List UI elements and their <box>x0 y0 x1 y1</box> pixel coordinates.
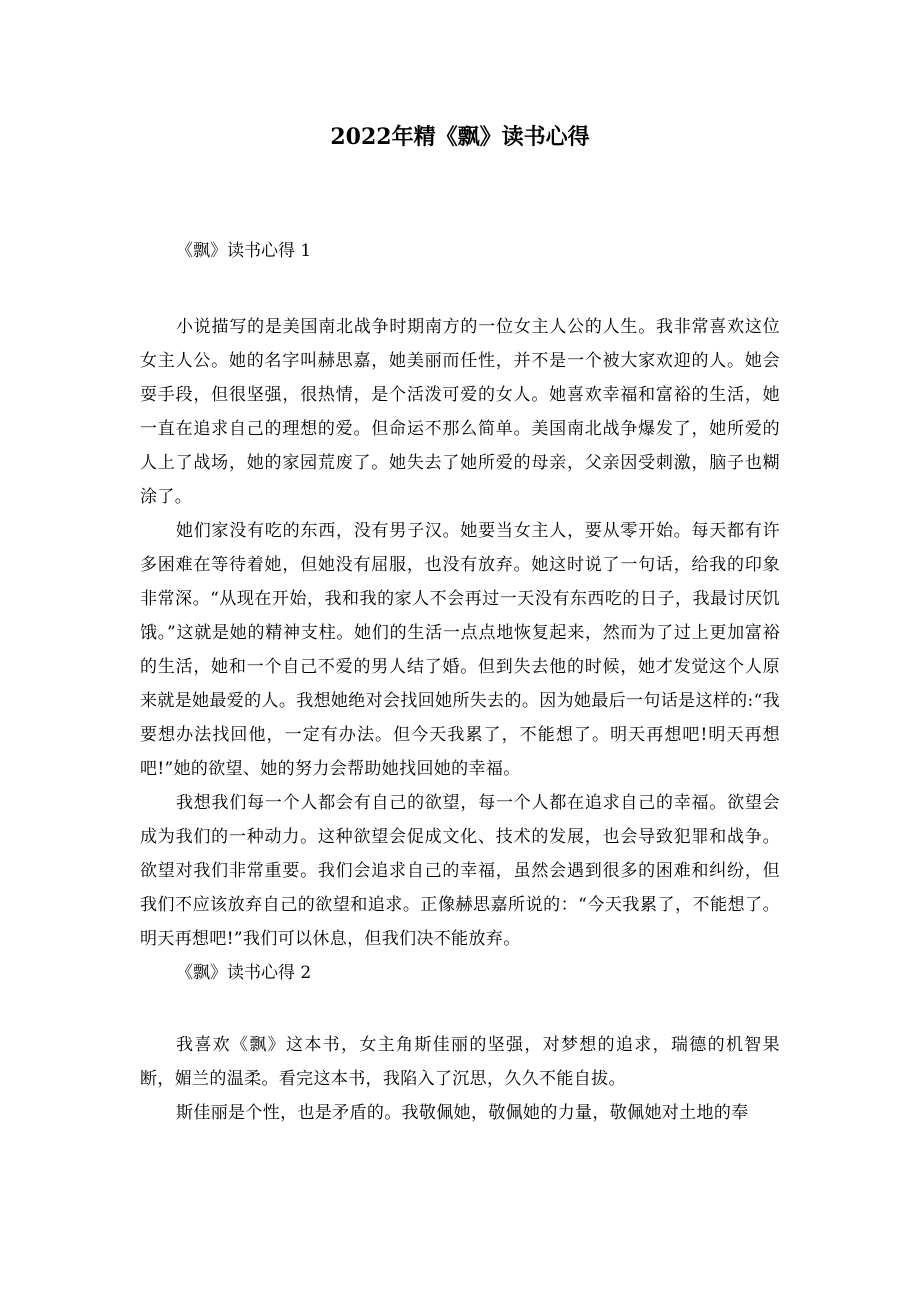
paragraph: 斯佳丽是个性，也是矛盾的。我敬佩她，敬佩她的力量，敬佩她对土地的奉 <box>176 1103 749 1123</box>
paragraph: 小说描写的是美国南北战争时期南方的一位女主人公的人生。我非常喜欢这位女主人公。她的名字叫赫思嘉，她美丽而任性，并不是一个被大家欢迎的人。她会耍手段，但很坚强，很热情，是个活泼可爱的女人。她喜欢幸福和富裕的生活，她一直在追求自己的理想的爱。但命运不那么简单。美国南北战争爆发了，她所爱的人上了战场，她的家园荒废了。她失去了她所爱的母亲，父亲因受刺激，脑子也糊涂了。 <box>140 317 780 507</box>
section-gap <box>140 990 780 1028</box>
paragraph: 她们家没有吃的东西，没有男子汉。她要当女主人，要从零开始。每天都有许多困难在等待着她，但她没有屈服，也没有放弃。她这时说了一句话，给我的印象非常深。“从现在开始，我和我的家人不会再过一天没有东西吃的日子，我最讨厌饥饿。”这就是她的精神支柱。她们的生活一点点地恢复起来，然而为了过上更加富裕的生活，她和一个自己不爱的男人结了婚。但到失去他的时候，她才发觉这个人原来就是她最爱的人。我想她绝对会找回她所失去的。因为她最后一句话是这样的:“我要想办法找回他，一定有办法。但今天我累了，不能想了。明天再想吧!明天再想吧!”她的欲望、她的努力会帮助她找回她的幸福。 <box>140 521 780 779</box>
section-gap <box>140 268 780 310</box>
document-title: 2022年精《飘》读书心得 <box>330 124 590 150</box>
paragraph: 我喜欢《飘》这本书，女主角斯佳丽的坚强，对梦想的追求，瑞德的机智果断，媚兰的温柔。看完这本书，我陷入了沉思，久久不能自拔。 <box>140 1035 780 1089</box>
paragraph: 我想我们每一个人都会有自己的欲望，每一个人都在追求自己的幸福。欲望会成为我们的一种动力。这种欲望会促成文化、技术的发展，也会导致犯罪和战争。欲望对我们非常重要。我们会追求自己的幸福，虽然会遇到很多的困难和纠纷，但我们不应该放弃自己的欲望和追求。正像赫思嘉所说的：“今天我累了，不能想了。明天再想吧!”我们可以休息，但我们决不能放弃。 <box>140 793 780 949</box>
section-heading-1: 《飘》读书心得 1 <box>176 241 312 261</box>
document-body <box>140 234 780 1130</box>
section-heading-2: 《飘》读书心得 2 <box>176 963 312 983</box>
